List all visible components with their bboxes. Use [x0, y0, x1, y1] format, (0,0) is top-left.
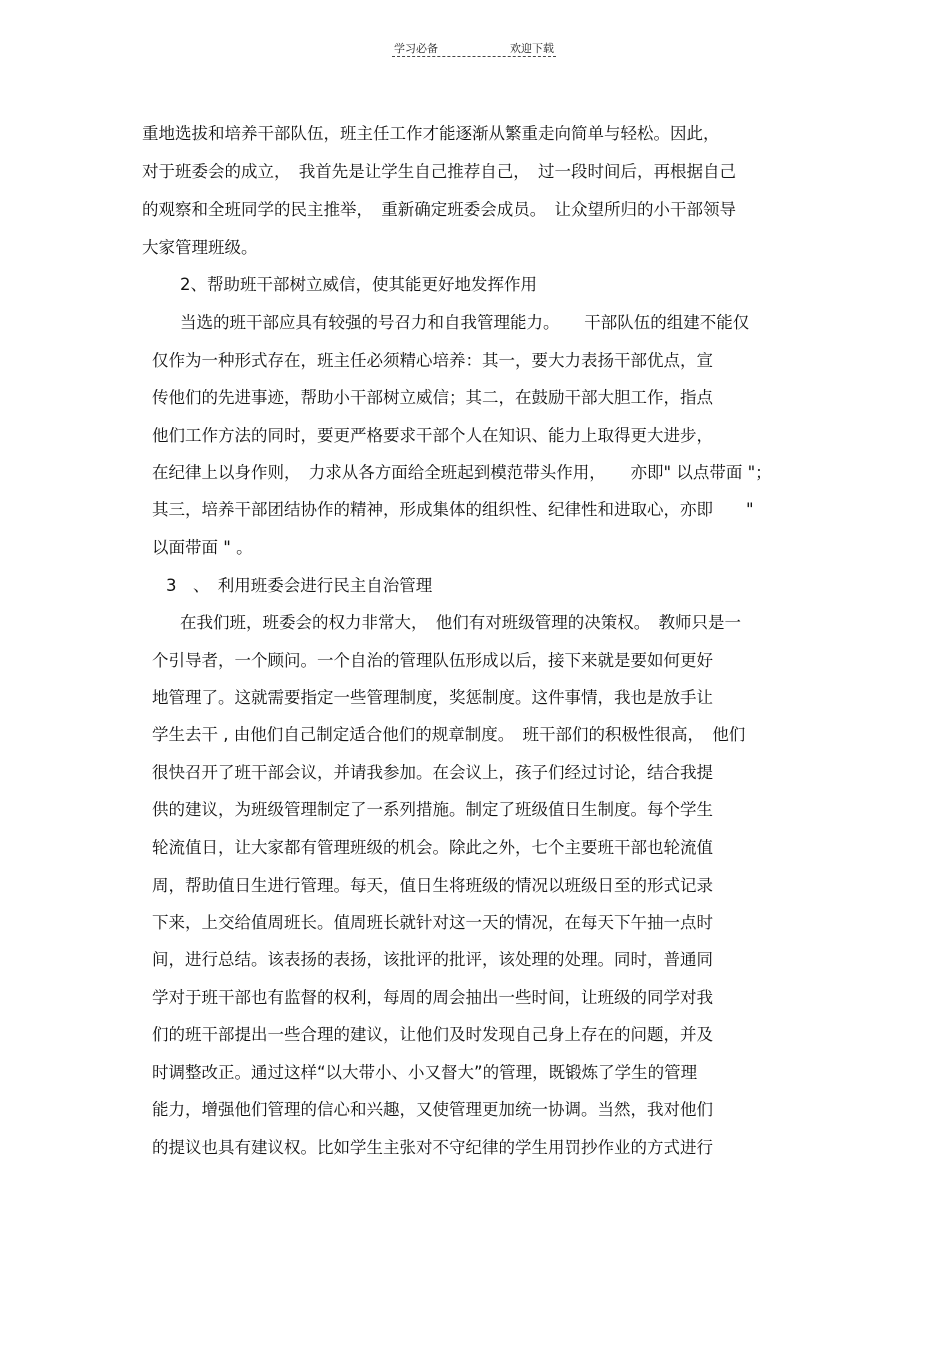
text-line: 地管理了。这就需要指定一些管理制度，奖惩制度。这件事情，我也是放手让 [152, 688, 713, 707]
text-line: 学对于班干部也有监督的权利，每周的周会抽出一些时间，让班级的同学对我 [152, 988, 713, 1007]
text-line: 供的建议，为班级管理制定了一系列措施。制定了班级值日生制度。每个学生 [152, 800, 713, 819]
text-line: 很快召开了班干部会议，并请我参加。在会议上，孩子们经过讨论，结合我提 [152, 763, 713, 782]
text-line: 轮流值日，让大家都有管理班级的机会。除此之外，七个主要班干部也轮流值 [152, 838, 713, 857]
text-line: 时调整改正。通过这样“以大带小、小又督大”的管理，既锻炼了学生的管理 [152, 1063, 698, 1082]
text-line: 他们工作方法的同时，要更严格要求干部个人在知识、能力上取得更大进步， [152, 426, 713, 445]
text-line: 传他们的先进事迹，帮助小干部树立威信；其二，在鼓励干部大胆工作，指点 [152, 388, 713, 407]
text-line: 下来，上交给值周班长。值周班长就针对这一天的情况，在每天下午抽一点时 [152, 913, 713, 932]
text-line: 以面带面 " 。 [152, 538, 253, 557]
text-line: 个引导者，一个顾问。一个自治的管理队伍形成以后，接下来就是要如何更好 [152, 651, 713, 670]
header-right-text: 欢迎下载 [510, 42, 554, 55]
text-line: 重地选拔和培养干部队伍，班主任工作才能逐渐从繁重走向简单与轻松。因此， [142, 124, 720, 143]
text-line: 其三，培养干部团结协作的精神，形成集体的组织性、纪律性和进取心，亦即 " [152, 500, 754, 519]
text-line: 周，帮助值日生进行管理。每天，值日生将班级的情况以班级日至的形式记录 [152, 876, 713, 895]
text-line: 仅作为一种形式存在，班主任必须精心培养：其一，要大力表扬干部优点，宣 [152, 351, 713, 370]
text-line: 在纪律上以身作则， 力求从各方面给全班起到模范带头作用， 亦即" 以点带面 "； [152, 463, 772, 482]
text-line: 当选的班干部应具有较强的号召力和自我管理能力。 干部队伍的组建不能仅 [180, 313, 750, 332]
text-line: 的观察和全班同学的民主推举， 重新确定班委会成员。 让众望所归的小干部领导 [142, 200, 736, 219]
text-line: 能力，增强他们管理的信心和兴趣，又使管理更加统一协调。当然，我对他们 [152, 1100, 713, 1119]
text-line: 学生去干 , 由他们自己制定适合他们的规章制度。 班干部们的积极性很高， 他们 [152, 725, 746, 744]
page-header [392, 40, 556, 57]
text-line: 间，进行总结。该表扬的表扬，该批评的批评，该处理的处理。同时，普通同 [152, 950, 713, 969]
text-line: 对于班委会的成立， 我首先是让学生自己推荐自己， 过一段时间后，再根据自己 [142, 162, 736, 181]
text-line: 大家管理班级。 [142, 238, 258, 257]
section-heading: 3 、 利用班委会进行民主自治管理 [166, 576, 433, 595]
header-left-text: 学习必备 [394, 42, 438, 55]
section-heading: 2、帮助班干部树立威信，使其能更好地发挥作用 [180, 275, 537, 294]
text-line: 在我们班，班委会的权力非常大， 他们有对班级管理的决策权。 教师只是一 [180, 613, 741, 632]
text-line: 们的班干部提出一些合理的建议，让他们及时发现自己身上存在的问题，并及 [152, 1025, 713, 1044]
text-line: 的提议也具有建议权。比如学生主张对不守纪律的学生用罚抄作业的方式进行 [152, 1138, 713, 1157]
